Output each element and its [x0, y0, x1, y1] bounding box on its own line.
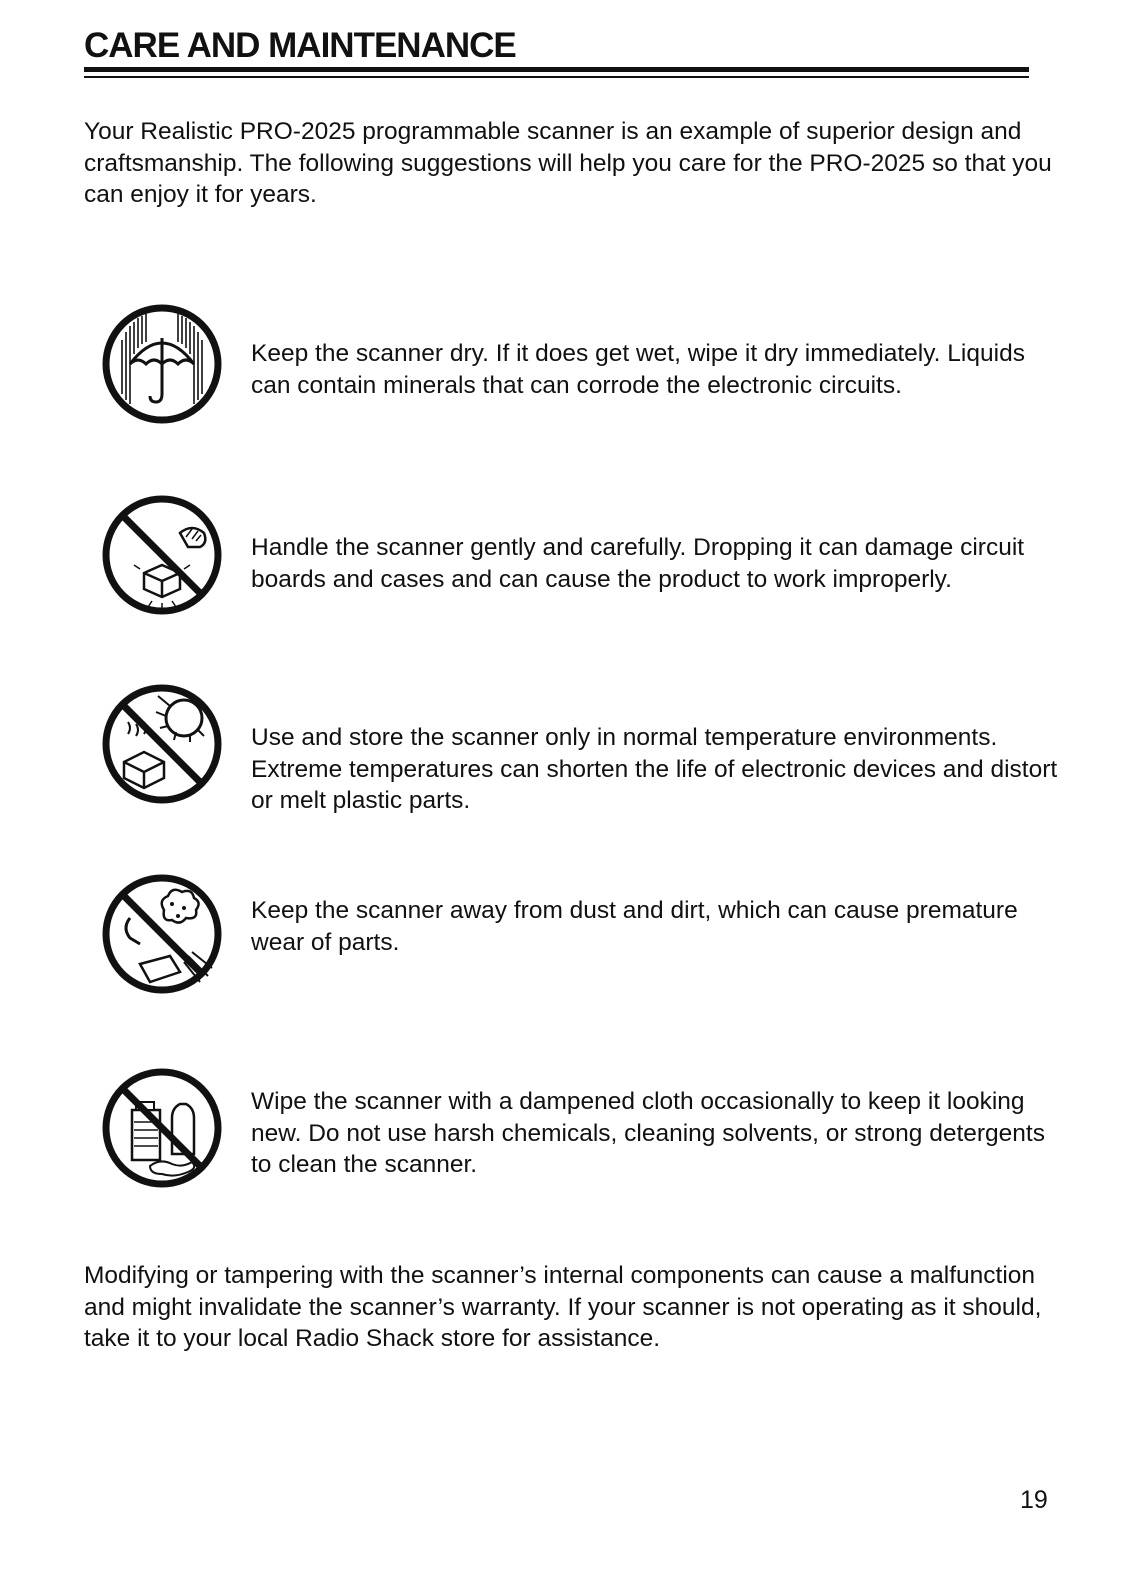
care-item-dust: Keep the scanner away from dust and dirt, which can cause premature wear of parts.	[251, 897, 1018, 956]
page-title: CARE AND MAINTENANCE	[84, 26, 516, 65]
care-item-keep-dry: Keep the scanner dry. If it does get wet, wipe it dry immediately. Liquids can contain minerals that can corrode the electronic circuits.	[251, 340, 1025, 399]
care-item-handle-gently: Handle the scanner gently and carefully. Dropping it can damage circuit boards and cases and can cause the product to work improperly.	[251, 534, 1025, 593]
page-number: 19	[1020, 1486, 1048, 1514]
intro-paragraph: Your Realistic PRO-2025 programmable scanner is an example of superior design and craftsmanship. The following suggestions will help you care for the PRO-2025 so that you can enjoy it for years.	[84, 118, 1052, 208]
title-rule-thin	[84, 76, 1029, 78]
umbrella-rain-icon	[100, 302, 224, 426]
care-item-temperature: Use and store the scanner only in normal temperature environments. Extreme temperatures can shorten the life of electronic devices and distort or melt plastic parts.	[251, 724, 1058, 814]
title-rule-thick	[84, 67, 1029, 72]
warranty-paragraph: Modifying or tampering with the scanner’s internal components can cause a malfunction and might invalidate the scanner’s warranty. If your scanner is not operating as it should, take it to your local Radio Shack store for assistance.	[84, 1262, 1042, 1352]
no-heat-icon	[100, 682, 224, 806]
no-dropping-icon	[100, 493, 224, 617]
no-dust-icon	[100, 872, 224, 996]
care-item-cleaning: Wipe the scanner with a dampened cloth occasionally to keep it looking new. Do not use harsh chemicals, cleaning solvents, or strong detergents to clean the scanner.	[251, 1088, 1045, 1178]
no-chemicals-icon	[100, 1066, 224, 1190]
